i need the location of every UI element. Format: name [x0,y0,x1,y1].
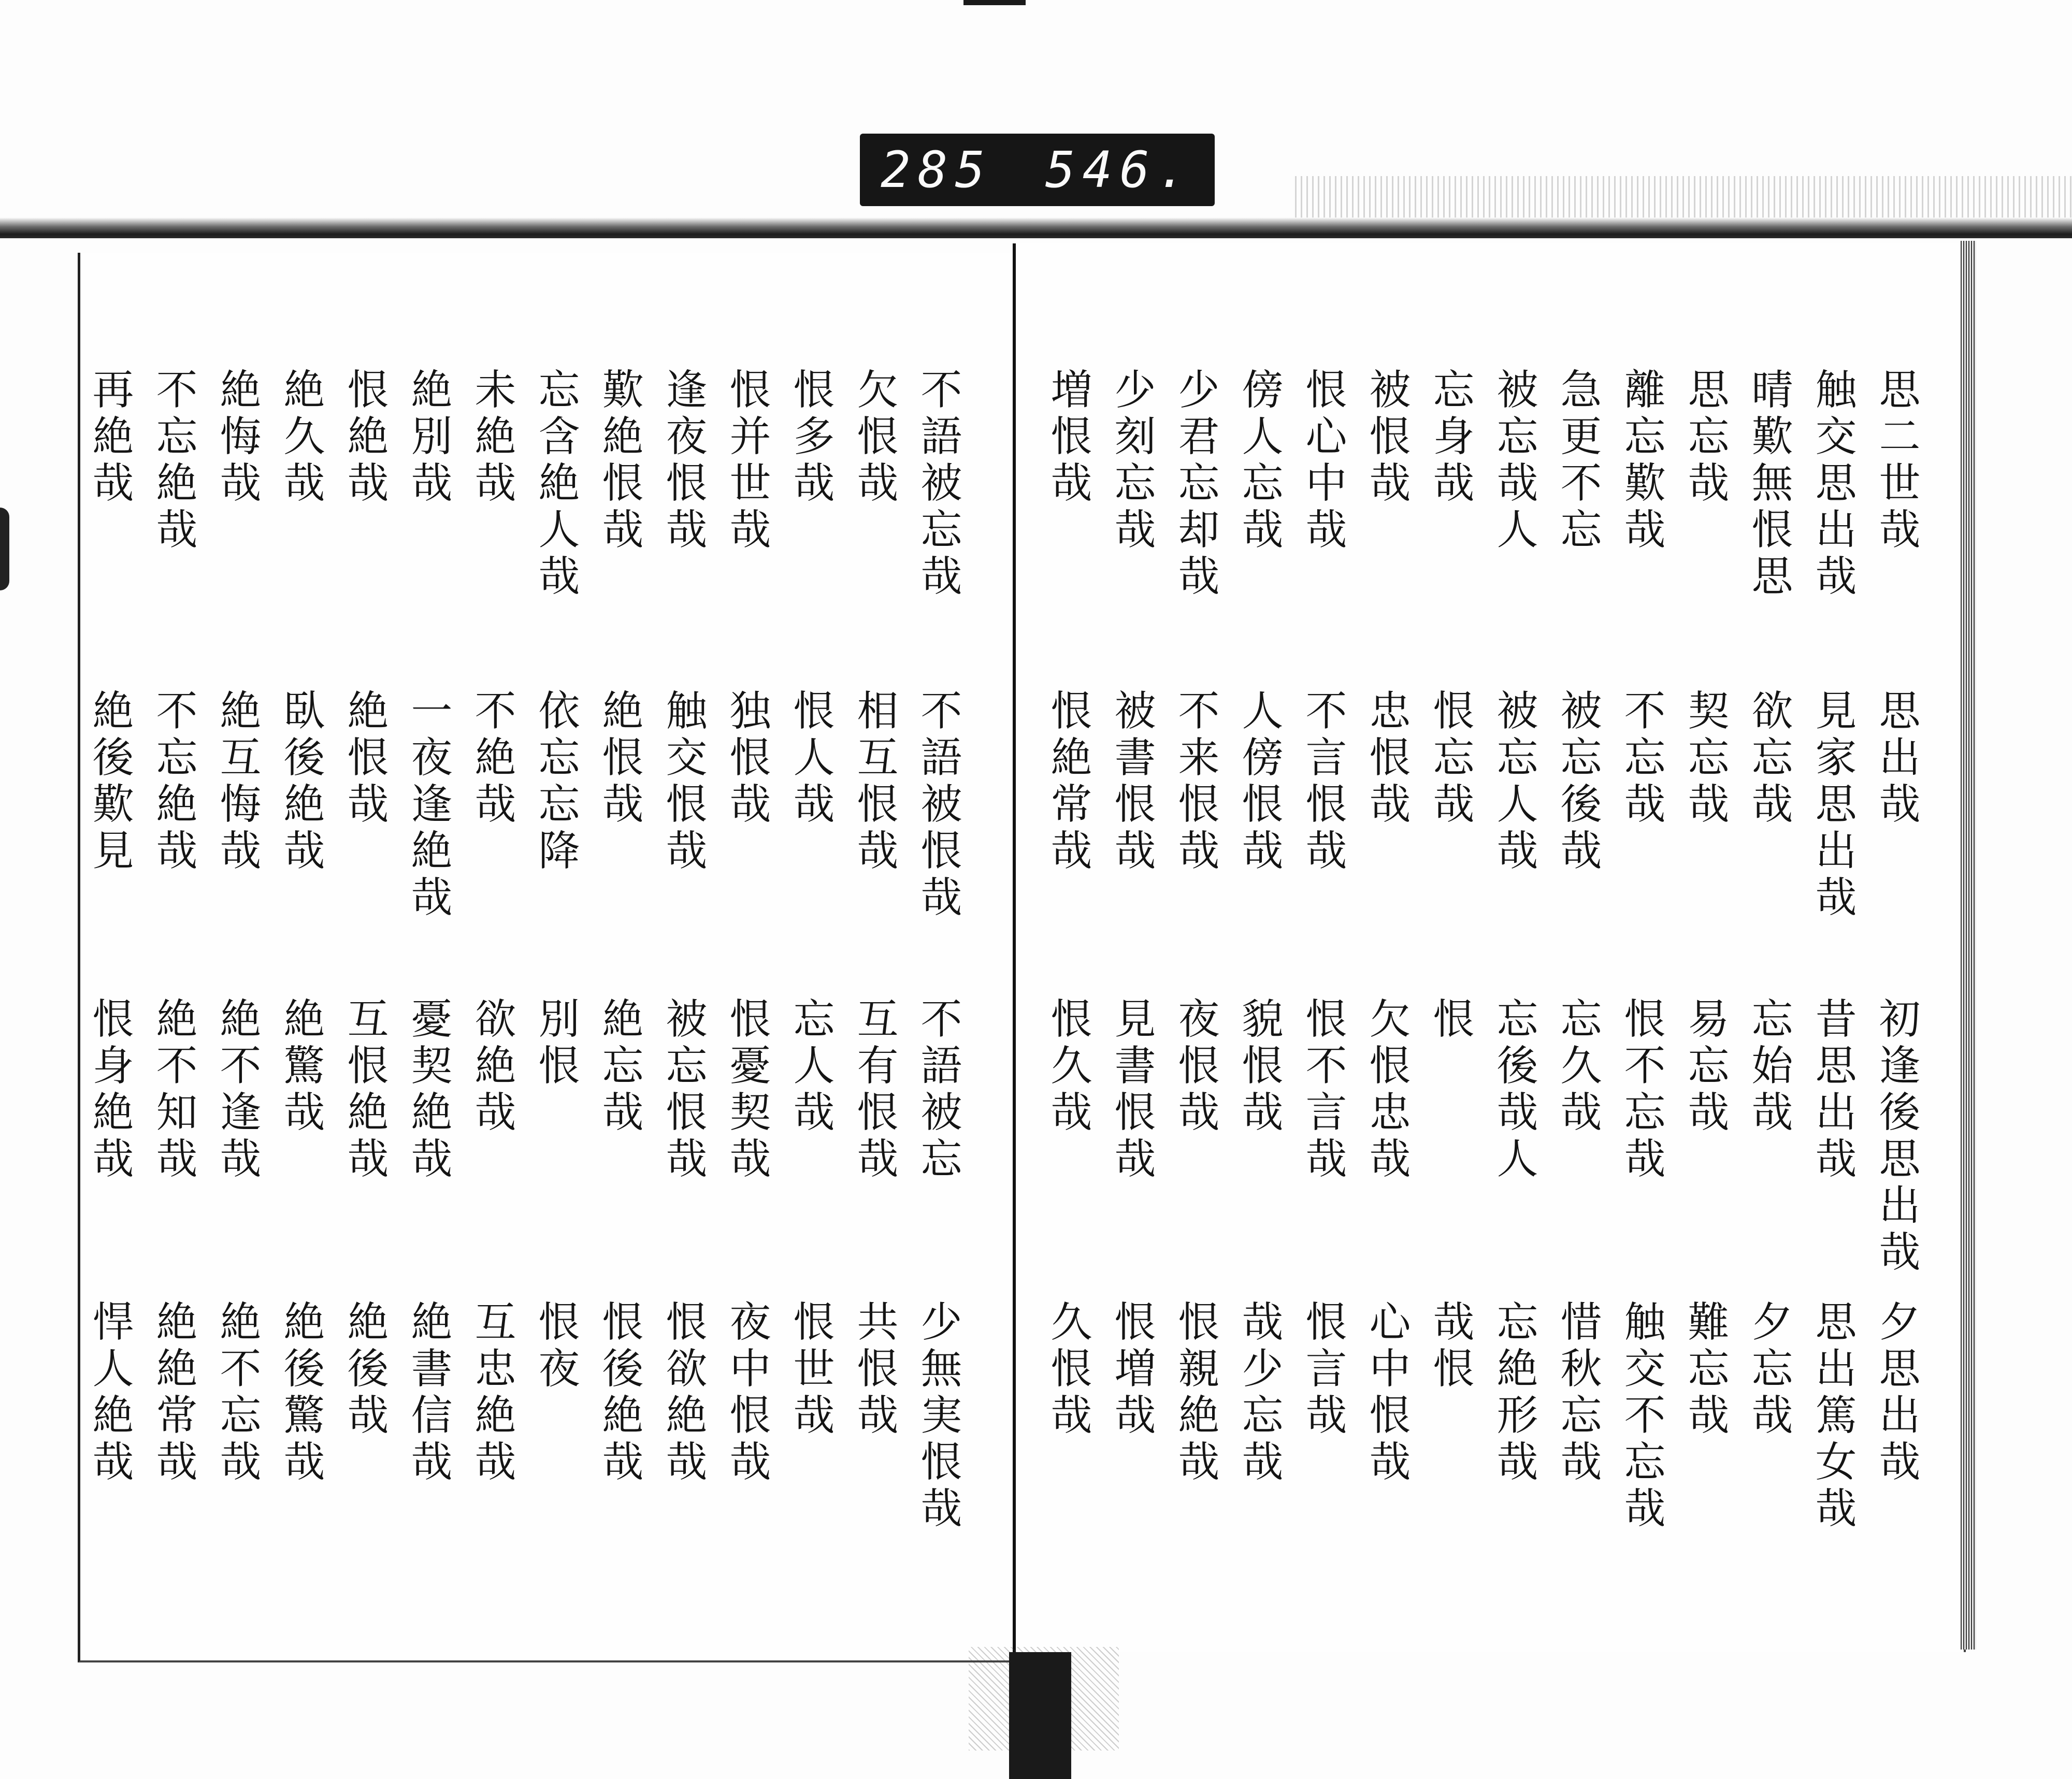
right-page-band2-entry: 契忘哉 [1681,689,1729,829]
left-page-band3-entry: 不語被忘 [914,997,962,1183]
left-page-band3-entry: 忘人哉 [786,997,834,1137]
right-page-band4-entry: 惜秋忘哉 [1553,1300,1602,1486]
right-page-band4-entry: 思出篤女哉 [1808,1300,1857,1533]
book-top-edge [0,218,2072,238]
right-page-band3-entry: 恨不言哉 [1299,997,1347,1183]
right-page-band2-entry: 被忘後哉 [1553,689,1602,875]
frame-number-left: 285 [881,141,992,199]
right-page-band1-entry: 傍人忘哉 [1235,368,1283,554]
left-page-band4-entry: 恨夜 [531,1300,580,1393]
right-page-band1-entry: 触交思出哉 [1808,368,1857,601]
right-page-band1-entry: 思二世哉 [1872,368,1920,554]
right-page-band2-entry: 恨忘哉 [1426,689,1474,829]
left-page-band4-entry: 恨欲絶哉 [659,1300,707,1486]
right-page-band4-entry: 夕思出哉 [1872,1300,1920,1486]
right-page-band4-entry: 哉恨 [1426,1300,1474,1393]
right-page-band4-entry: 忘絶形哉 [1490,1300,1538,1486]
right-page-band4-entry: 恨増哉 [1107,1300,1156,1440]
left-page-band1-entry: 未絶哉 [468,368,516,508]
left-page-band3-entry: 互恨絶哉 [340,997,388,1183]
left-page-band2-entry: 不絶哉 [468,689,516,829]
left-page-band1-entry: 恨并世哉 [723,368,771,554]
left-page-band1-entry: 絶久哉 [277,368,325,508]
left-page-band4-entry: 恨世哉 [786,1300,834,1440]
left-page-band3-entry: 別恨 [531,997,580,1090]
left-page-band2-entry: 絶恨哉 [340,689,388,829]
left-page-band1-entry: 絶別哉 [404,368,452,508]
left-page-band4-entry: 絶後哉 [340,1300,388,1440]
book-binding-gutter [1009,1652,1071,1779]
right-page-band3-entry: 貌恨哉 [1235,997,1283,1137]
left-page-band4-entry: 恨後絶哉 [595,1300,643,1486]
right-page-band1-entry: 離忘歎哉 [1617,368,1665,554]
right-page-band1-entry: 急更不忘 [1553,368,1602,554]
left-page-band2-entry: 恨人哉 [786,689,834,829]
right-page-band1-entry: 増恨哉 [1044,368,1092,508]
right-page-band1-entry: 被忘哉人 [1490,368,1538,554]
left-page-band1-entry: 再絶哉 [85,368,134,508]
left-page-band1-entry: 恨多哉 [786,368,834,508]
left-page-band4-entry: 絶絶常哉 [149,1300,197,1486]
right-page-band4-entry: 難忘哉 [1681,1300,1729,1440]
right-page-band3-entry: 恨久哉 [1044,997,1092,1137]
right-page-band4-entry: 夕忘哉 [1745,1300,1793,1440]
right-page-band2-entry: 見家思出哉 [1808,689,1857,922]
left-page-band4-entry: 悍人絶哉 [85,1300,134,1486]
right-page-band2-entry: 不来恨哉 [1171,689,1219,875]
right-page-band1-entry: 忘身哉 [1426,368,1474,508]
left-page-band2-entry: 相互恨哉 [850,689,898,875]
left-page-band2-entry: 不忘絶哉 [149,689,197,875]
right-page-band3-entry: 忘久哉 [1553,997,1602,1137]
right-page-band3-entry: 恨 [1426,997,1474,1044]
right-page-band3-entry: 忘始哉 [1745,997,1793,1137]
left-page-band2-entry: 不語被恨哉 [914,689,962,922]
right-page-band1-entry: 恨心中哉 [1299,368,1347,554]
page-stack-edges [1961,241,1976,1650]
right-page-band2-entry: 忠恨哉 [1362,689,1411,829]
frame-counter-label [860,134,1215,206]
left-page-band2-entry: 触交恨哉 [659,689,707,875]
left-page-band2-entry: 絶恨哉 [595,689,643,829]
left-page-band2-entry: 絶互悔哉 [213,689,261,875]
left-page-band1-entry: 逢夜恨哉 [659,368,707,554]
left-page-band4-entry: 互忠絶哉 [468,1300,516,1486]
left-page-band3-entry: 恨憂契哉 [723,997,771,1183]
right-page-band4-entry: 心中恨哉 [1362,1300,1411,1486]
right-page-band2-entry: 人傍恨哉 [1235,689,1283,875]
right-page-band4-entry: 久恨哉 [1044,1300,1092,1440]
left-page-band1-entry: 忘含絶人哉 [531,368,580,601]
right-page-band3-entry: 欠恨忠哉 [1362,997,1411,1183]
left-page-band4-entry: 少無実恨哉 [914,1300,962,1533]
left-page-band4-entry: 絶後驚哉 [277,1300,325,1486]
right-page-band1-entry: 少刻忘哉 [1107,368,1156,554]
right-page-band2-entry: 不言恨哉 [1299,689,1347,875]
right-page-band3-entry: 恨不忘哉 [1617,997,1665,1183]
right-page-band1-entry: 被恨哉 [1362,368,1411,508]
right-page-band2-entry: 被書恨哉 [1107,689,1156,875]
left-page-band3-entry: 絶驚哉 [277,997,325,1137]
left-page-band1-entry: 歎絶恨哉 [595,368,643,554]
right-page-band2-entry: 恨絶常哉 [1044,689,1092,875]
left-page-band1-entry: 不忘絶哉 [149,368,197,554]
left-page-band3-entry: 恨身絶哉 [85,997,134,1183]
right-page-band3-entry: 初逢後思出哉 [1872,997,1920,1277]
left-page-band3-entry: 被忘恨哉 [659,997,707,1183]
right-page-band4-entry: 触交不忘哉 [1617,1300,1665,1533]
left-page-band2-entry: 臥後絶哉 [277,689,325,875]
left-page-band1-entry: 絶悔哉 [213,368,261,508]
left-page-band4-entry: 共恨哉 [850,1300,898,1440]
left-page-band2-entry: 依忘忘降 [531,689,580,875]
scan-left-edge-mark [0,508,9,590]
right-page-band2-entry: 欲忘哉 [1745,689,1793,829]
left-page-band3-entry: 絶不知哉 [149,997,197,1183]
left-page-band4-entry: 絶書信哉 [404,1300,452,1486]
left-page-band3-entry: 互有恨哉 [850,997,898,1183]
right-page-band1-entry: 少君忘却哉 [1171,368,1219,601]
right-page-band2-entry: 思出哉 [1872,689,1920,829]
left-page-band1-entry: 不語被忘哉 [914,368,962,601]
left-page-band4-entry: 夜中恨哉 [723,1300,771,1486]
left-page-band3-entry: 欲絶哉 [468,997,516,1137]
right-page-band3-entry: 易忘哉 [1681,997,1729,1137]
scan-top-mark [963,0,1026,5]
left-page-band3-entry: 絶忘哉 [595,997,643,1137]
left-page-band3-entry: 憂契絶哉 [404,997,452,1183]
left-page-band1-entry: 恨絶哉 [340,368,388,508]
left-page-band2-entry: 独恨哉 [723,689,771,829]
left-page-band4-entry: 絶不忘哉 [213,1300,261,1486]
right-page-band4-entry: 哉少忘哉 [1235,1300,1283,1486]
right-page-band4-entry: 恨言哉 [1299,1300,1347,1440]
right-page-band3-entry: 夜恨哉 [1171,997,1219,1137]
left-page-band2-entry: 一夜逢絶哉 [404,689,452,922]
right-page-band3-entry: 忘後哉人 [1490,997,1538,1183]
right-page-band1-entry: 思忘哉 [1681,368,1729,508]
right-page-band1-entry: 晴歎無恨思 [1745,368,1793,601]
frame-number-right: 546. [1045,141,1194,199]
right-page-band3-entry: 見書恨哉 [1107,997,1156,1183]
right-page-band2-entry: 不忘哉 [1617,689,1665,829]
right-page-band4-entry: 恨親絶哉 [1171,1300,1219,1486]
right-page-band3-entry: 昔思出哉 [1808,997,1857,1183]
left-page-band1-entry: 欠恨哉 [850,368,898,508]
scan-noise-band [1295,176,2072,218]
left-page-band2-entry: 絶後歎見 [85,689,134,875]
left-page-band3-entry: 絶不逢哉 [213,997,261,1183]
right-page-band2-entry: 被忘人哉 [1490,689,1538,875]
